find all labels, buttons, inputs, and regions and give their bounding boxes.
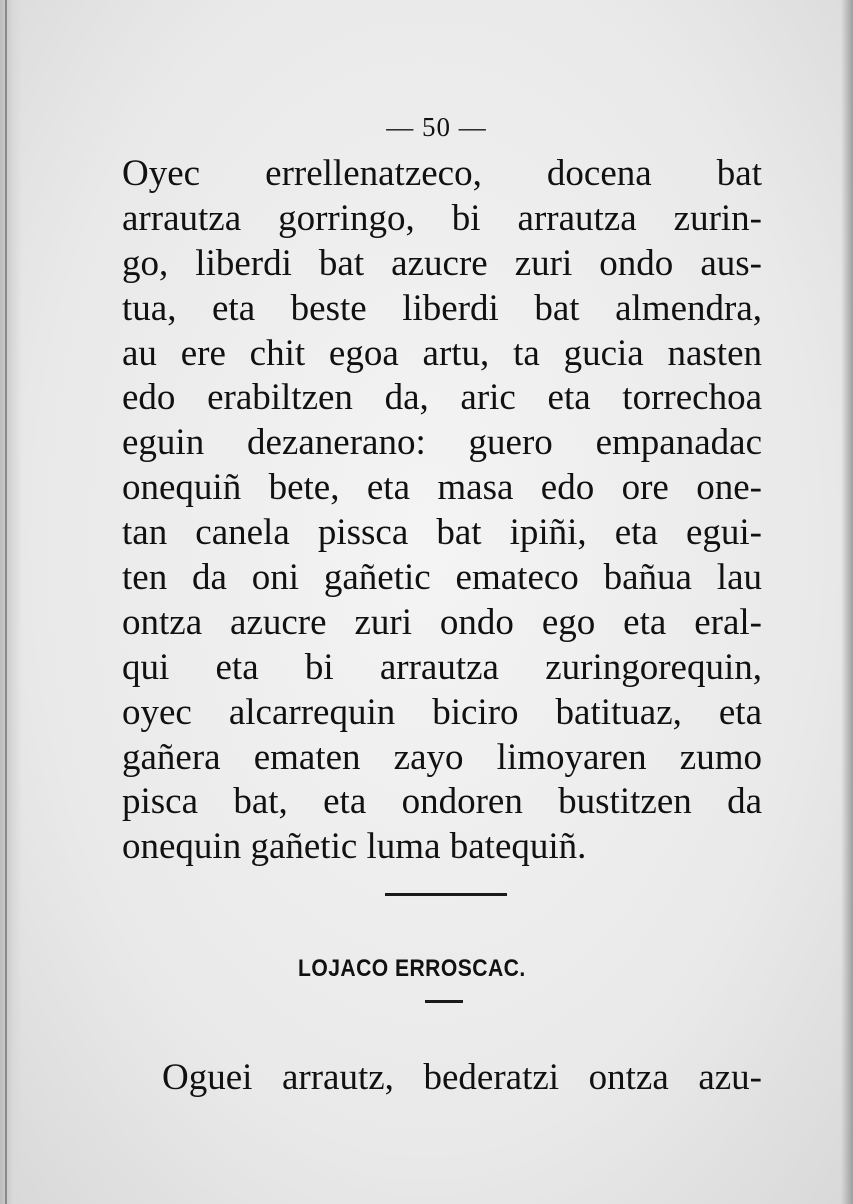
paragraph-line: au ere chit egoa artu, ta gucia nasten [122,332,762,374]
paragraph-line: qui eta bi arrautza zuringorequin, [122,646,762,688]
paragraph-line: tan canela pissca bat ipiñi, eta egui- [122,512,762,554]
paragraph-line: gañera ematen zayo limoyaren zumo [122,736,762,778]
paragraph-line: eguin dezanerano: guero empanadac [122,422,762,464]
section-divider-rule [385,893,507,896]
paragraph-line: tua, eta beste liberdi bat almendra, [122,287,762,329]
page-number: — 50 — [386,112,487,142]
paragraph-line: onequin gañetic luma batequiñ. [122,826,587,868]
section-title: LOJACO ERROSCAC. [298,955,526,982]
paragraph-line: Oyec errellenatzeco, docena bat [122,153,762,194]
paragraph-line: ten da oni gañetic emateco bañua lau [122,557,762,599]
paragraph-line: arrautza gorringo, bi arrautza zurin- [122,197,762,239]
paragraph-line: onequiñ bete, eta masa edo ore one- [122,467,762,509]
page-left-edge-shadow [0,0,22,1204]
paragraph-line: go, liberdi bat azucre zuri ondo aus- [122,242,762,284]
paragraph-line: oyec alcarrequin biciro batituaz, eta [122,691,762,733]
recipe-paragraph [122,152,762,870]
paragraph-line: ontza azucre zuri ondo ego eta eral- [122,601,762,643]
paragraph-line: pisca bat, eta ondoren bustitzen da [122,781,762,823]
next-recipe-first-line: Oguei arrautz, bederatzi ontza azu- [162,1057,762,1098]
page-binding-line [5,0,7,1204]
paragraph-line: edo erabiltzen da, aric eta torrechoa [122,377,762,419]
title-underline-rule [425,1000,463,1003]
page-right-edge-shadow [841,0,853,1204]
